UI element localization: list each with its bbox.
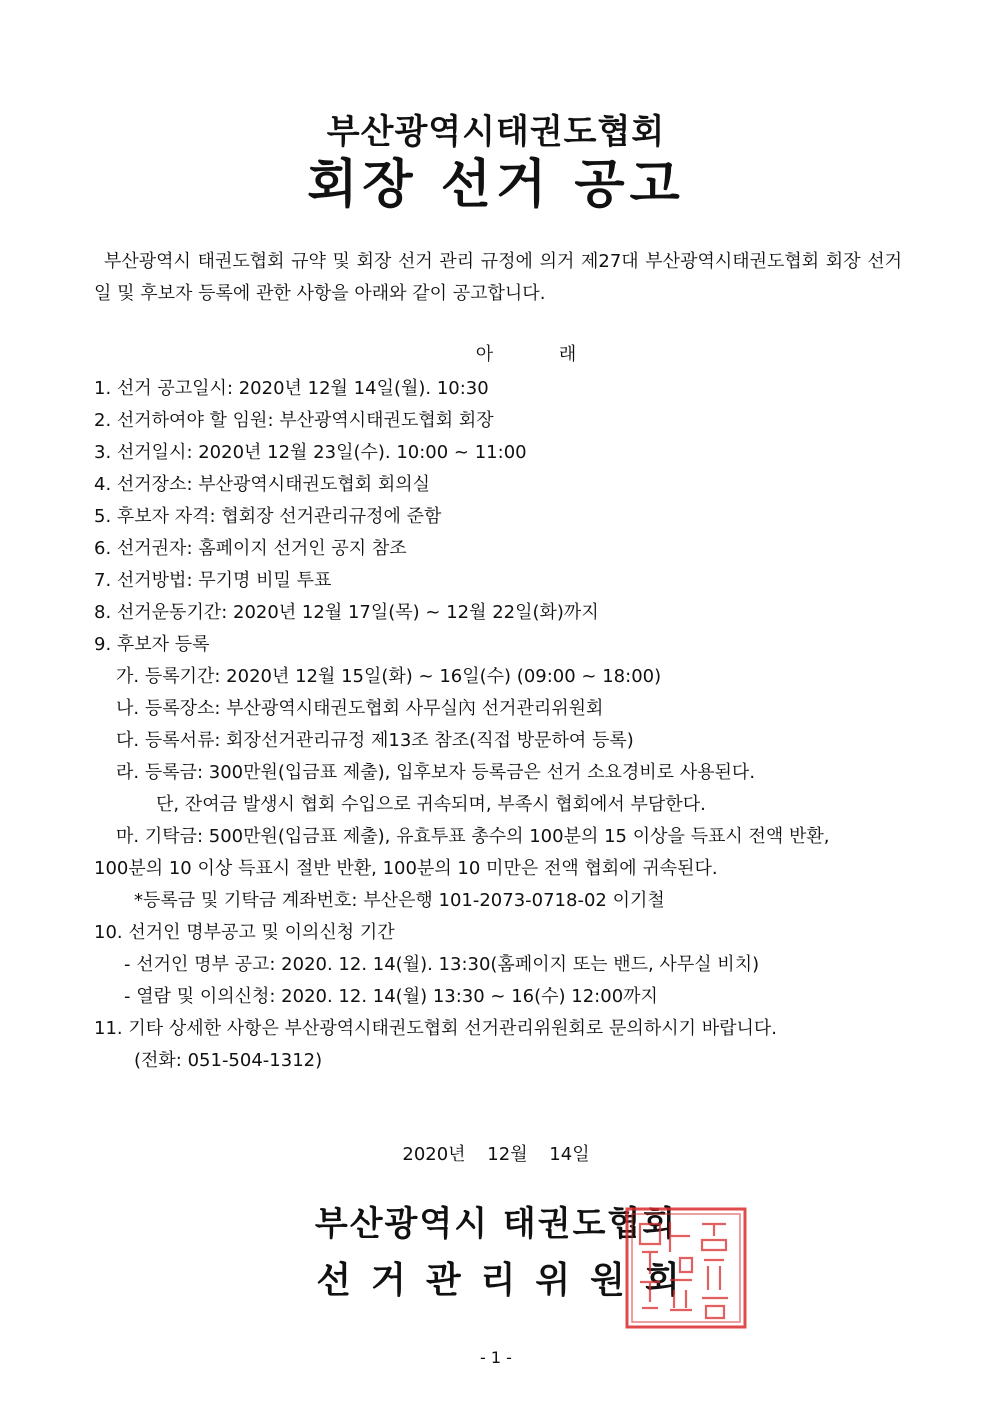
signature-org-line2: 선거관리위원회 [316,1260,700,1301]
list-item: 1. 선거 공고일시: 2020년 12월 14일(월). 10:30 [94,378,489,399]
list-item: 5. 후보자 자격: 협회장 선거관리규정에 준함 [94,506,442,527]
sub-item: 가. 등록기간: 2020년 12월 15일(화) ~ 16일(수) (09:00 ~ 18:00) [116,666,662,687]
list-item: 8. 선거운동기간: 2020년 12월 17일(목) ~ 12월 22일(화)까지 [94,602,599,623]
sub-item: 라. 등록금: 300만원(입금표 제출), 입후보자 등록금은 선거 소요경비로 사용된다. [116,762,756,783]
phone-note: (전화: 051-504-1312) [134,1050,323,1071]
sub-item-continuation: 단, 잔여금 발생시 협회 수입으로 귀속되며, 부족시 협회에서 부담한다. [156,794,706,815]
notice-items [94,373,914,1077]
association-title: 부산광역시태권도협회 [326,112,666,152]
list-item: 6. 선거권자: 홈페이지 선거인 공지 참조 [94,538,407,559]
sub-item-continuation: 100분의 10 이상 득표시 절반 반환, 100분의 10 미만은 전액 협회에 귀속된다. [94,858,718,879]
sub-item: 마. 기탁금: 500만원(입금표 제출), 유효투표 총수의 100분의 15 이상을 득표시 전액 반환, [116,826,830,847]
list-item: 3. 선거일시: 2020년 12월 23일(수). 10:00 ~ 11:00 [94,442,527,463]
list-item: 9. 후보자 등록 [94,634,210,655]
intro-paragraph: 부산광역시 태권도협회 규약 및 회장 선거 관리 규정에 의거 제27대 부산광역시태권도협회 회장 선거일 및 후보자 등록에 관한 사항을 아래와 같이 공고합니다. [94,251,902,304]
list-item: 2. 선거하여야 할 임원: 부산광역시태권도협회 회장 [94,410,494,431]
sub-item: - 선거인 명부 공고: 2020. 12. 14(월). 13:30(홈페이지 또는 밴드, 사무실 비치) [124,954,760,975]
official-seal [624,1206,748,1330]
page-number: - 1 - [480,1348,512,1367]
list-item: 4. 선거장소: 부산광역시태권도협회 회의실 [94,474,430,495]
notice-title: 회장 선거 공고 [307,155,685,215]
below-heading: 아 래 [475,344,577,365]
sub-item: 다. 등록서류: 회장선거관리규정 제13조 참조(직접 방문하여 등록) [116,730,634,751]
sub-item: - 열람 및 이의신청: 2020. 12. 14(월) 13:30 ~ 16(수) 12:00까지 [124,986,658,1007]
notice-date: 2020년 12월 14일 [402,1144,590,1165]
list-item: 10. 선거인 명부공고 및 이의신청 기간 [94,922,395,943]
signature-org-line1: 부산광역시 태권도협회 [314,1204,678,1244]
list-item: 7. 선거방법: 무기명 비밀 투표 [94,570,332,591]
list-item: 11. 기타 상세한 사항은 부산광역시태권도협회 선거관리위원회로 문의하시기 바랍니다. [94,1018,777,1039]
sub-item: 나. 등록장소: 부산광역시태권도협회 사무실內 선거관리위원회 [116,698,604,719]
account-note: *등록금 및 기탁금 계좌번호: 부산은행 101-2073-0718-02 이기철 [134,890,665,911]
